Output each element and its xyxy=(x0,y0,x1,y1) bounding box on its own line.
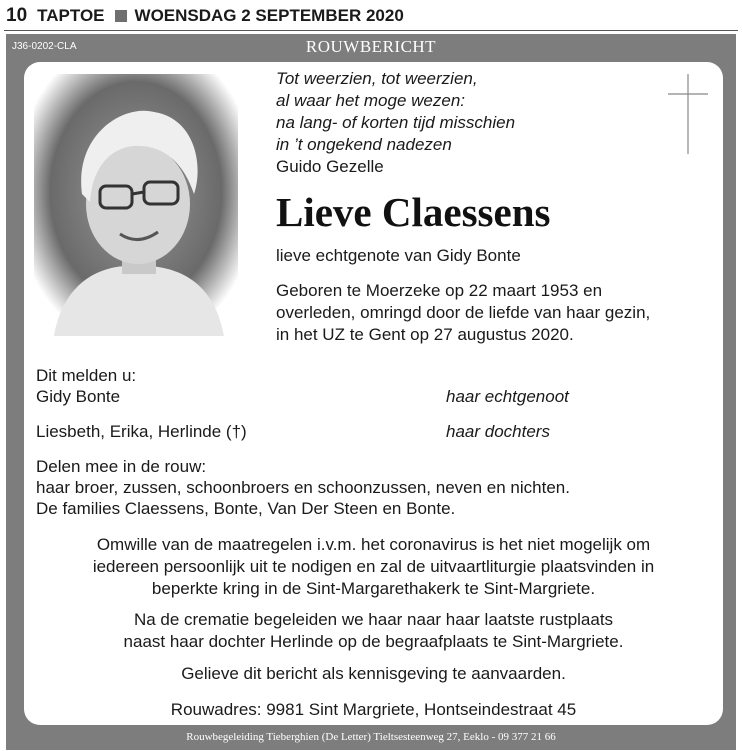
portrait-photo xyxy=(34,74,238,336)
mourn-line: haar broer, zussen, schoonbroers en schoonzussen, neven en nichten. xyxy=(36,478,570,497)
notice-header: ROUWBERICHT xyxy=(305,37,437,56)
corona-line: iedereen persoonlijk uit te nodigen en zal de uitvaartliturgie plaatsvinden in xyxy=(92,557,655,576)
corona-line: beperkte kring in de Sint-Margarethakerk te Sint-Margriete. xyxy=(151,579,596,598)
announcer-names: Gidy Bonte xyxy=(36,387,121,406)
masthead-rule xyxy=(4,30,738,31)
issue-date: WOENSDAG 2 SEPTEMBER 2020 xyxy=(134,6,404,25)
newspaper-masthead xyxy=(6,4,736,28)
details-line: in het UZ te Gent op 27 augustus 2020. xyxy=(276,325,574,344)
corona-paragraph xyxy=(24,534,723,600)
spouse-line: lieve echtgenote van Gidy Bonte xyxy=(276,246,521,265)
mourn-line: De families Claessens, Bonte, Van Der Steen en Bonte. xyxy=(36,499,456,518)
cremation-paragraph xyxy=(24,609,723,653)
poem-author: Guido Gezelle xyxy=(276,157,384,176)
portrait-illustration xyxy=(34,74,238,336)
mourning-address: Rouwadres: 9981 Sint Margriete, Hontseindestraat 45 xyxy=(170,700,577,719)
page-number: 10 xyxy=(6,5,28,26)
deceased-name: Lieve Claessens xyxy=(276,189,551,235)
notice-reference: J36-0202-CLA xyxy=(12,41,77,52)
cremation-line: Na de crematie begeleiden we haar naar haar laatste rustplaats xyxy=(133,610,614,629)
undertaker-footer: Rouwbegeleiding Tieberghien (De Letter) Tieltsesteenweg 27, Eeklo - 09 377 21 66 xyxy=(186,731,556,743)
poem xyxy=(276,68,515,156)
announcer-relation: haar dochters xyxy=(446,422,550,441)
announce-intro: Dit melden u: xyxy=(36,366,137,385)
corona-line: Omwille van de maatregelen i.v.m. het coronavirus is het niet mogelijk om xyxy=(96,535,651,554)
poem-line: al waar het moge wezen: xyxy=(276,91,465,110)
details-line: overleden, omringd door de liefde van haar gezin, xyxy=(276,303,651,322)
birth-death-details xyxy=(276,280,716,346)
cross-icon xyxy=(668,72,708,156)
poem-line: Tot weerzien, tot weerzien, xyxy=(276,69,478,88)
poem-line: na lang- of korten tijd misschien xyxy=(276,113,516,132)
square-separator-icon xyxy=(115,10,127,22)
cremation-line: naast haar dochter Herlinde op de begraafplaats te Sint-Margriete. xyxy=(123,632,624,651)
poem-line: in ’t ongekend nadezen xyxy=(276,135,452,154)
announcer-relation: haar echtgenoot xyxy=(446,387,569,406)
mourn-intro: Delen mee in de rouw: xyxy=(36,457,207,476)
newspaper-name: TAPTOE xyxy=(37,6,105,25)
announcer-names: Liesbeth, Erika, Herlinde (†) xyxy=(36,422,247,441)
acknowledgement-line: Gelieve dit bericht als kennisgeving te aanvaarden. xyxy=(181,664,566,683)
details-line: Geboren te Moerzeke op 22 maart 1953 en xyxy=(276,281,603,300)
